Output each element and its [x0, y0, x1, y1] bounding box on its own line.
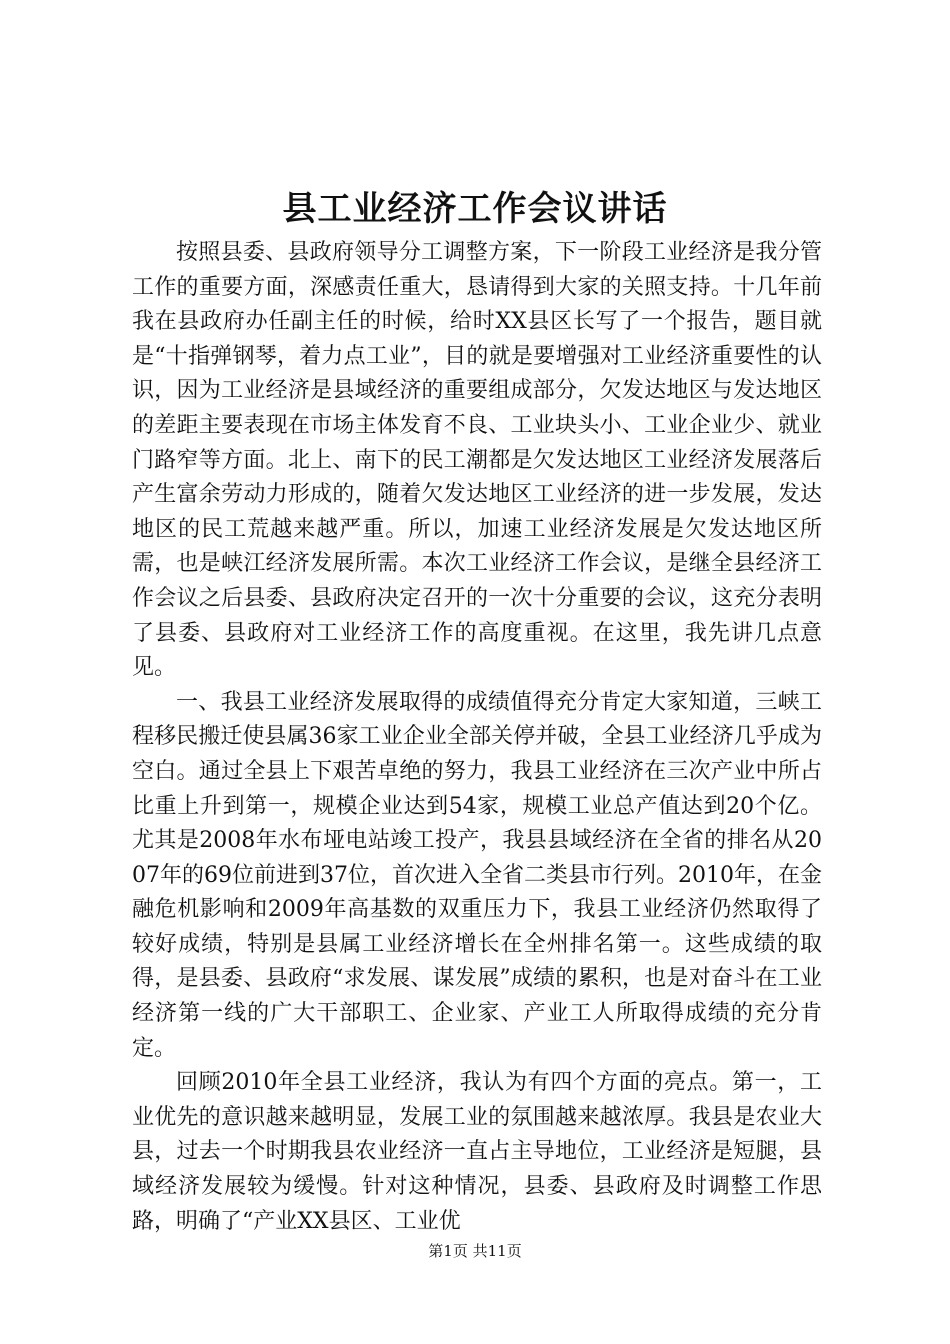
document-title: 县工业经济工作会议讲话	[282, 189, 668, 229]
page-footer	[0, 1240, 950, 1262]
paragraph-review-2010: 回顾2010年全县工业经济，我认为有四个方面的亮点。第一，工业优先的意识越来越明显，发展工业的氛围越来越浓厚。我县是农业大县，过去一个时期我县农业经济一直占主导地位，工业经济是短腿，县域经济发展较为缓慢。针对这种情况，县委、县政府及时调整工作思路，明确了“产业XX县区、工业优	[132, 1070, 822, 1234]
paragraph-section-one: 一、我县工业经济发展取得的成绩值得充分肯定大家知道，三峡工程移民搬迁使县属36家工业企业全部关停并破，全县工业经济几乎成为空白。通过全县上下艰苦卓绝的努力，我县工业经济在三次产业中所占比重上升到第一，规模企业达到54家，规模工业总产值达到20个亿。尤其是2008年水布垭电站竣工投产，我县县域经济在全省的排名从2007年的69位前进到37位，首次进入全省二类县市行列。2010年，在金融危机影响和2009年高基数的双重压力下，我县工业经济仍然取得了较好成绩，特别是县属工业经济增长在全州排名第一。这些成绩的取得，是县委、县政府“求发展、谋发展”成绩的累积，也是对奋斗在工业经济第一线的广大干部职工、企业家、产业工人所取得成绩的充分肯定。	[132, 689, 822, 1061]
paragraph-intro: 按照县委、县政府领导分工调整方案，下一阶段工业经济是我分管工作的重要方面，深感责任重大，恳请得到大家的关照支持。十几年前我在县政府办任副主任的时候，给时XX县区长写了一个报告，题目就是“十指弹钢琴，着力点工业”，目的就是要增强对工业经济重要性的认识，因为工业经济是县域经济的重要组成部分，欠发达地区与发达地区的差距主要表现在市场主体发育不良、工业块头小、工业企业少、就业门路窄等方面。北上、南下的民工潮都是欠发达地区工业经济发展落后产生富余劳动力形成的，随着欠发达地区工业经济的进一步发展，发达地区的民工荒越来越严重。所以，加速工业经济发展是欠发达地区所需，也是峡江经济发展所需。本次工业经济工作会议，是继全县经济工作会议之后县委、县政府决定召开的一次十分重要的会议，这充分表明了县委、县政府对工业经济工作的高度重视。在这里，我先讲几点意见。	[132, 240, 822, 681]
page-number: 第1页	[428, 1242, 468, 1260]
page-total: 共11页	[472, 1242, 522, 1260]
document-body	[132, 236, 822, 1239]
